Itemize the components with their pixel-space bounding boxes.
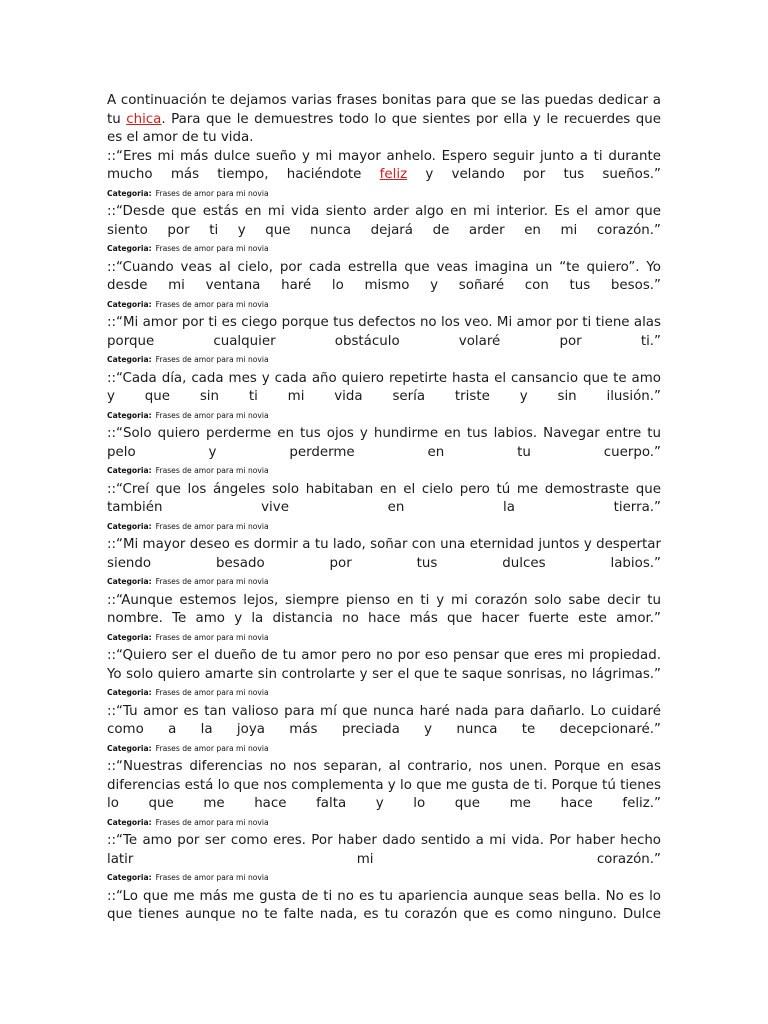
phrase-text-end: y velando por tus sueños.” [407,167,661,182]
phrase-entry [107,832,661,888]
category-link[interactable]: Frases de amor para mi novia [155,244,269,253]
phrase-text: ::“Cuando veas al cielo, por cada estrella que veas imagina un “te quiero”. Yo desde mi ventana haré lo mismo y soñaré con tus besos.” [107,259,661,293]
category-tag [107,240,661,259]
phrase-text: ::“Mi mayor deseo es dormir a tu lado, soñar con una eternidad juntos y despertar siendo besado por tus dulces labios.” [107,537,661,571]
category-tag [107,869,661,888]
phrase-entry [107,592,661,648]
category-link[interactable]: Frases de amor para mi novia [155,188,269,198]
phrase-entry [107,758,661,832]
category-tag [107,740,661,759]
category-label: Categoria: [107,521,152,531]
category-label: Categoria: [107,244,152,253]
category-label: Categoria: [107,466,152,475]
category-tag [107,296,661,315]
category-label: Categoria: [107,817,152,827]
category-link[interactable]: Frases de amor para mi novia [155,688,269,697]
category-tag [107,684,661,703]
phrase-entry [107,425,661,481]
intro-text-start: A continuación te dejamos varias frases bonitas para que se las puedas dedicar a tu [107,93,661,127]
phrase-text: ::“Lo que me más me gusta de ti no es tu apariencia aunque seas bella. No es lo que tienes aunque no te falte nada, es tu corazón que es como ninguno. Dulce [107,888,661,922]
category-label: Categoria: [107,632,152,642]
category-link[interactable]: Frases de amor para mi novia [155,410,269,420]
phrase-text: ::“Quiero ser el dueño de tu amor pero no por eso pensar que eres mi propiedad. Yo solo quiero amarte sin controlarte y ser el que te saque sonrisas, no lágrimas.” [107,648,661,682]
category-label: Categoria: [107,743,152,753]
category-link[interactable]: Frases de amor para mi novia [155,521,269,531]
phrase-text [107,148,661,185]
phrase-entry [107,703,661,759]
category-link[interactable]: Frases de amor para mi novia [155,466,269,475]
phrase-text-start: ::“Eres mi más dulce sueño y mi mayor anhelo. Espero seguir junto a ti durante mucho más tiempo, haciéndote [107,148,661,182]
category-tag [107,518,661,537]
chica-link[interactable]: chica [126,111,162,127]
category-tag [107,573,661,592]
phrase-text: ::“Tu amor es tan valioso para mí que nunca haré nada para dañarlo. Lo cuidaré como a la joya más preciada y nunca te decepcionaré.” [107,703,661,737]
category-tag [107,629,661,648]
category-label: Categoria: [107,299,152,309]
phrase-text: ::“Mi amor por ti es ciego porque tus defectos no los veo. Mi amor por ti tiene alas porque cualquier obstáculo volaré por ti.” [107,315,661,349]
phrase-entry [107,203,661,259]
category-tag [107,185,661,204]
phrase-entry [107,888,661,925]
category-link[interactable]: Frases de amor para mi novia [155,299,269,309]
category-link[interactable]: Frases de amor para mi novia [155,817,269,827]
phrase-entry [107,259,661,315]
document-page [107,92,661,925]
phrase-entry [107,536,661,592]
phrase-entry [107,148,661,204]
category-tag [107,351,661,370]
category-label: Categoria: [107,577,152,586]
feliz-link[interactable]: feliz [379,167,408,182]
category-label: Categoria: [107,355,152,364]
category-link[interactable]: Frases de amor para mi novia [155,577,269,586]
intro-text-end: . Para que le demuestres todo lo que sientes por ella y le recuerdes que es el amor de tu vida. [107,111,661,145]
phrase-text: ::“Creí que los ángeles solo habitaban en el cielo pero tú me demostraste que también vive en la tierra.” [107,481,661,515]
category-link[interactable]: Frases de amor para mi novia [155,743,269,753]
category-link[interactable]: Frases de amor para mi novia [155,632,269,642]
intro-paragraph [107,92,661,148]
category-label: Categoria: [107,410,152,420]
category-link[interactable]: Frases de amor para mi novia [155,355,269,364]
phrase-text: ::“Nuestras diferencias no nos separan, al contrario, nos unen. Porque en esas diferencias está lo que nos complementa y lo que me gusta de ti. Porque tú tienes lo que me hace falta y lo que me hace feliz.” [107,759,661,811]
phrase-text: ::“Desde que estás en mi vida siento arder algo en mi interior. Es el amor que siento por ti y que nunca dejará de arder en mi corazón.” [107,204,661,238]
phrase-entry [107,481,661,537]
category-label: Categoria: [107,188,152,198]
category-tag [107,407,661,426]
phrase-entry [107,370,661,426]
category-tag [107,462,661,481]
category-label: Categoria: [107,873,152,882]
phrase-text: ::“Cada día, cada mes y cada año quiero repetirte hasta el cansancio que te amo y que sin ti mi vida sería triste y sin ilusión.” [107,370,661,404]
phrase-text: ::“Te amo por ser como eres. Por haber dado sentido a mi vida. Por haber hecho latir mi corazón.” [107,833,661,867]
category-label: Categoria: [107,688,152,697]
category-link[interactable]: Frases de amor para mi novia [155,873,269,882]
phrase-text: ::“Solo quiero perderme en tus ojos y hundirme en tus labios. Navegar entre tu pelo y perderme en tu cuerpo.” [107,426,661,460]
category-tag [107,814,661,833]
phrase-text: ::“Aunque estemos lejos, siempre pienso en ti y mi corazón solo sabe decir tu nombre. Te amo y la distancia no hace más que hacer fuerte este amor.” [107,592,661,626]
phrase-entry [107,647,661,703]
phrase-entry [107,314,661,370]
